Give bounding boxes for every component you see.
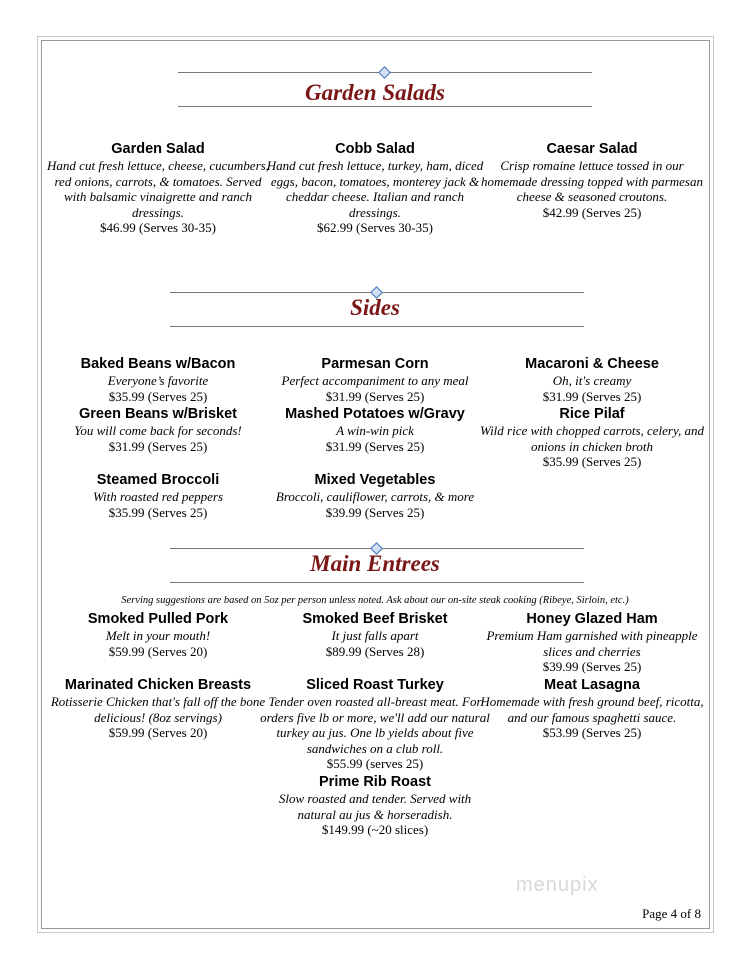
item-name: Rice Pilaf (559, 406, 625, 422)
item-name: Green Beans w/Brisket (79, 406, 237, 422)
section-title-sides: Sides (350, 295, 400, 320)
item-description: Rotisserie Chicken that's fall off the bone delicious! (8oz servings) (50, 694, 266, 725)
item-name: Meat Lasagna (544, 677, 640, 693)
menu-item (477, 611, 707, 675)
item-name: Honey Glazed Ham (526, 611, 658, 627)
item-description: Hand cut fresh lettuce, turkey, ham, diced eggs, bacon, tomatoes, monterey jack & cheddar cheese. Italian and ranch dressings. (266, 158, 484, 220)
item-price: $31.99 (Serves 25) (108, 438, 208, 454)
menu-item (43, 611, 273, 659)
item-description: Slow roasted and tender. Served with natural au jus & horseradish. (278, 791, 472, 822)
item-description: Hand cut fresh lettuce, cheese, cucumbers, red onions, carrots, & tomatoes. Served with balsamic vinaigrette and ranch dressings. (47, 158, 269, 220)
menu-item (43, 141, 273, 236)
divider-bottom (170, 582, 584, 583)
menu-item (477, 406, 707, 470)
item-name: Parmesan Corn (321, 356, 429, 372)
item-description: Perfect accompaniment to any meal (281, 373, 469, 388)
item-name: Prime Rib Roast (319, 774, 431, 790)
item-price: $31.99 (Serves 25) (325, 438, 425, 454)
menu-item (43, 406, 273, 454)
item-description: You will come back for seconds! (74, 423, 242, 438)
item-price: $31.99 (Serves 25) (542, 388, 642, 404)
item-description: Oh, it's creamy (552, 373, 632, 388)
menu-item (260, 611, 490, 659)
item-description: With roasted red peppers (92, 489, 224, 504)
item-price: $39.99 (Serves 25) (325, 504, 425, 520)
item-price: $59.99 (Serves 20) (108, 643, 208, 659)
item-description: It just falls apart (331, 628, 419, 643)
item-price: $59.99 (Serves 20) (108, 725, 208, 740)
menu-item (260, 472, 490, 520)
menu-item (260, 141, 490, 236)
item-description: Crisp romaine lettuce tossed in our homemade dressing topped with parmesan cheese & seasoned croutons. (481, 158, 703, 204)
menu-item (477, 677, 707, 741)
item-name: Baked Beans w/Bacon (80, 356, 236, 372)
item-description: Everyone’s favorite (107, 373, 209, 388)
divider-bottom (178, 106, 592, 107)
menu-item (260, 774, 490, 838)
item-name: Mashed Potatoes w/Gravy (285, 406, 465, 422)
menu-item (43, 472, 273, 520)
item-price: $149.99 (~20 slices) (321, 822, 429, 837)
menu-item (477, 356, 707, 404)
item-name: Caesar Salad (546, 141, 638, 157)
divider-bottom (170, 326, 584, 327)
item-name: Mixed Vegetables (314, 472, 436, 488)
item-price: $35.99 (Serves 25) (542, 454, 642, 469)
item-price: $46.99 (Serves 30-35) (100, 220, 216, 235)
item-price: $89.99 (Serves 28) (325, 643, 425, 659)
menu-item (477, 141, 707, 220)
section-title-main-entrees: Main Entrees (310, 551, 440, 576)
watermark: menupix (516, 874, 599, 896)
item-description: A win-win pick (336, 423, 414, 438)
item-description: Wild rice with chopped carrots, celery, and onions in chicken broth (479, 423, 705, 454)
item-name: Smoked Pulled Pork (87, 611, 229, 627)
item-price: $35.99 (Serves 25) (108, 388, 208, 404)
item-description: Melt in your mouth! (105, 628, 211, 643)
item-description: Premium Ham garnished with pineapple slices and cherries (486, 628, 698, 659)
serving-note: Serving suggestions are based on 5oz per person unless noted. Ask about our on-site steak cooking (Ribeye, Sirloin, etc.) (121, 595, 629, 606)
page-number: Page 4 of 8 (642, 906, 701, 921)
menu-item (43, 677, 273, 741)
menu-item (260, 356, 490, 404)
item-price: $53.99 (Serves 25) (542, 725, 642, 740)
item-name: Garden Salad (111, 141, 205, 157)
item-name: Marinated Chicken Breasts (64, 677, 252, 693)
section-title-garden-salads: Garden Salads (305, 80, 445, 105)
item-name: Macaroni & Cheese (525, 356, 659, 372)
item-name: Sliced Roast Turkey (306, 677, 444, 693)
item-name: Steamed Broccoli (96, 472, 220, 488)
item-name: Cobb Salad (335, 141, 415, 157)
menu-item (260, 406, 490, 454)
menu-item (260, 677, 490, 772)
item-price: $35.99 (Serves 25) (108, 504, 208, 520)
item-price: $42.99 (Serves 25) (542, 204, 642, 220)
item-description: Broccoli, cauliflower, carrots, & more (275, 489, 475, 504)
menu-item (43, 356, 273, 404)
item-description: Homemade with fresh ground beef, ricotta, and our famous spaghetti sauce. (480, 694, 704, 725)
item-description: Tender oven roasted all-breast meat. For orders five lb or more, we'll add our natural turkey au jus. One lb yields about five sandwiches on a club roll. (260, 694, 490, 756)
item-name: Smoked Beef Brisket (302, 611, 448, 627)
item-price: $39.99 (Serves 25) (542, 659, 642, 674)
item-price: $55.99 (serves 25) (326, 756, 424, 771)
item-price: $31.99 (Serves 25) (325, 388, 425, 404)
item-price: $62.99 (Serves 30-35) (317, 220, 433, 235)
